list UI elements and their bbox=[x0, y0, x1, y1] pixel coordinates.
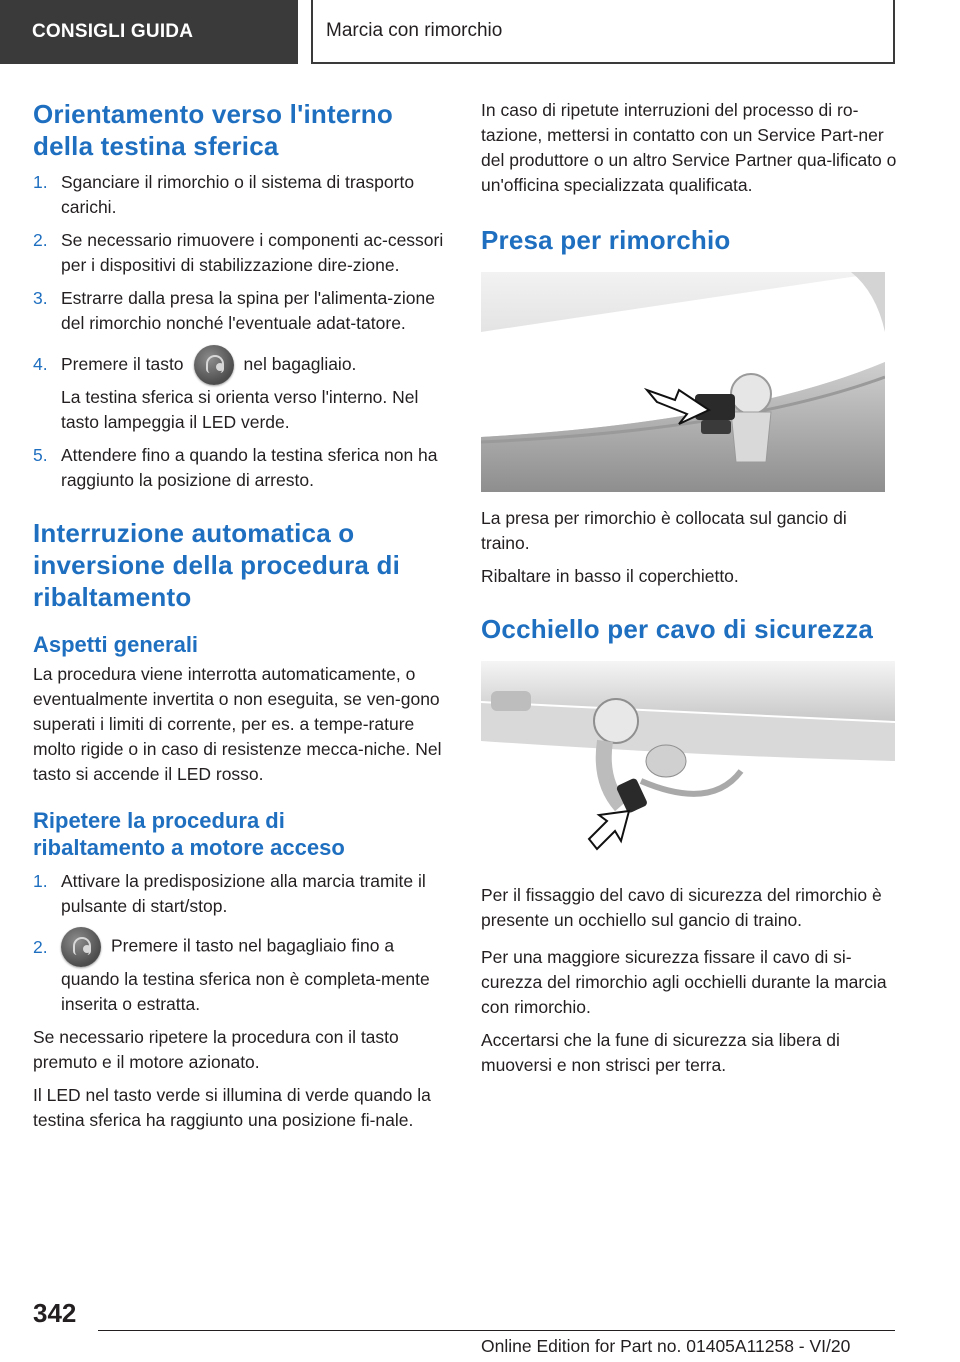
section-title-orientation: Orientamento verso l'interno della testina sferica bbox=[33, 99, 393, 161]
section-title-socket: Presa per rimorchio bbox=[481, 225, 731, 255]
step-text: Premere il tasto bbox=[61, 354, 184, 374]
subsection-title-general: Aspetti generali bbox=[33, 632, 199, 658]
page-number: 342 bbox=[33, 1298, 77, 1328]
step-item bbox=[33, 443, 447, 493]
section-title-interruption: Interruzione automatica o inversione della procedura di ribaltamento bbox=[33, 518, 401, 613]
step-item bbox=[33, 927, 447, 1017]
socket-paragraph-1: La presa per rimorchio è collocata sul gancio di traino. bbox=[481, 508, 847, 553]
repeat-paragraph-2: Il LED nel tasto verde si illumina di verde quando la testina sferica ha raggiunto una posizione fi-nale. bbox=[33, 1085, 431, 1131]
header-chapter-label: Marcia con rimorchio bbox=[326, 20, 503, 41]
step-number: 3. bbox=[33, 288, 48, 308]
section-title-safety-eye: Occhiello per cavo di sicurezza bbox=[481, 614, 874, 644]
step-item bbox=[33, 344, 447, 435]
header-section-label: CONSIGLI GUIDA bbox=[32, 21, 194, 42]
safety-eye-photo bbox=[481, 661, 895, 861]
step-continuation: La testina sferica si orienta verso l'interno. Nel tasto lampeggia il LED verde. bbox=[61, 387, 419, 433]
footer-divider bbox=[98, 1330, 895, 1331]
step-item bbox=[33, 228, 447, 278]
trailer-socket-photo bbox=[481, 272, 885, 492]
step-number: 1. bbox=[33, 871, 48, 892]
step-item bbox=[33, 170, 447, 220]
tow-hitch-button-icon bbox=[194, 345, 234, 385]
header-chapter-box bbox=[311, 0, 895, 64]
safety-eye-paragraph-2: Per una maggiore sicurezza fissare il cavo di si-curezza del rimorchio agli occhielli durante la marcia con rimorchio. bbox=[481, 947, 887, 1017]
safety-eye-paragraph-3: Accertarsi che la fune di sicurezza sia libera di muoversi e non strisci per terra. bbox=[481, 1030, 840, 1075]
step-item bbox=[33, 286, 447, 336]
subsection-title-repeat: Ripetere la procedura di ribaltamento a motore acceso bbox=[33, 808, 345, 861]
orientation-steps bbox=[33, 170, 447, 493]
socket-paragraph-2: Ribaltare in basso il coperchietto. bbox=[481, 566, 739, 586]
trailer-socket-illustration bbox=[481, 272, 885, 492]
step-text: Premere il tasto nel bagagliaio fino a quando la testina sferica non è completa-mente inserita o estratta. bbox=[61, 936, 430, 1015]
repeat-steps bbox=[33, 869, 447, 1017]
left-column bbox=[33, 98, 447, 1133]
general-paragraph: La procedura viene interrotta automaticamente, o eventualmente invertita o non eseguita, se ven-gono superati i limiti di corrente, per es. a tempe-rature molto rigide o in caso di resistenze mecca-niche. Nel tasto si accende il LED rosso. bbox=[33, 664, 442, 785]
step-item bbox=[33, 869, 447, 919]
right-column bbox=[481, 98, 897, 1078]
step-text: Attivare la predisposizione alla marcia tramite il pulsante di start/stop. bbox=[61, 871, 426, 917]
tow-hitch-button-icon bbox=[61, 927, 101, 967]
step-number: 4. bbox=[33, 354, 48, 374]
step-number: 5. bbox=[33, 445, 48, 466]
step-text: Sganciare il rimorchio o il sistema di trasporto carichi. bbox=[61, 172, 415, 217]
safety-eye-paragraph-1: Per il fissaggio del cavo di sicurezza del rimorchio è presente un occhiello sul gancio di traino. bbox=[481, 885, 882, 930]
step-text: Estrarre dalla presa la spina per l'alimenta-zione del rimorchio nonché l'eventuale adat-tatore. bbox=[61, 288, 435, 333]
intro-paragraph: In caso di ripetute interruzioni del processo di ro-tazione, mettersi in contatto con un Service Part-ner del produttore o un altro Service Partner qua-lificato o un'officina specializzata qualificata. bbox=[481, 100, 897, 195]
step-text: Se necessario rimuovere i componenti ac-cessori per i dispositivi di stabilizzazione dire-zione. bbox=[61, 230, 444, 275]
step-number: 2. bbox=[33, 230, 48, 250]
step-number: 1. bbox=[33, 172, 48, 192]
repeat-paragraph-1: Se necessario ripetere la procedura con il tasto premuto e il motore azionato. bbox=[33, 1027, 399, 1073]
header-section-tab bbox=[0, 0, 298, 64]
safety-eye-illustration bbox=[481, 661, 895, 861]
step-text: Attendere fino a quando la testina sferica non ha raggiunto la posizione di arresto. bbox=[61, 445, 438, 491]
footer-edition: Online Edition for Part no. 01405A11258 - VI/20 bbox=[481, 1336, 851, 1356]
step-number: 2. bbox=[33, 937, 48, 958]
step-text: nel bagagliaio. bbox=[243, 354, 357, 374]
